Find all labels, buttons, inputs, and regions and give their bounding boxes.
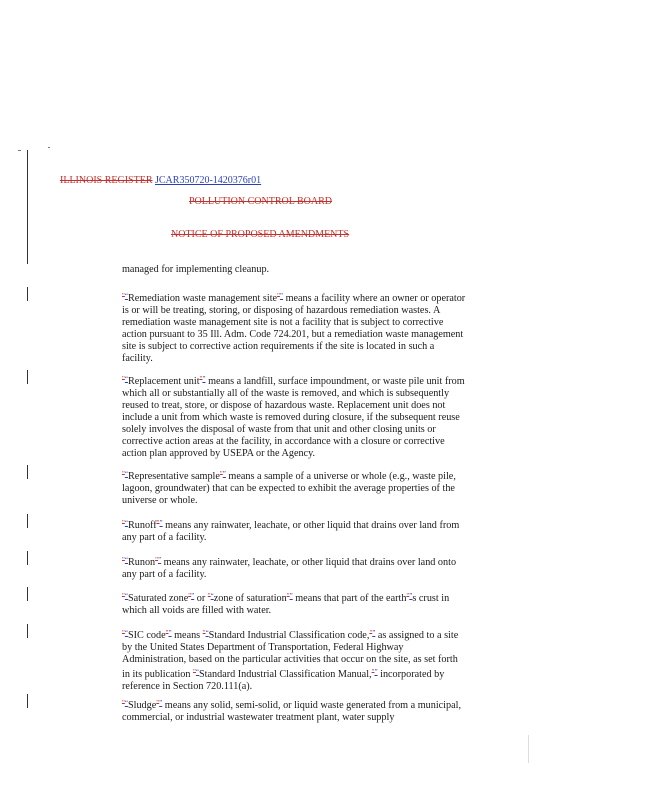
definition-replacement [122,373,467,460]
scan-speck [48,147,50,148]
new-quote-mark: “ [124,519,128,527]
new-quote-mark: ” [159,519,163,527]
new-quote-mark: ” [372,629,376,637]
definition-text: means any rainwater, leachate, or other liquid that drains over land onto any part of a facility. [122,557,457,580]
definition-text: means a sample of a universe or whole (e.g., waste pile, lagoon, groundwater) that can be expected to exhibit the average properties of the universe or whole. [122,471,456,506]
new-quote-mark: ” [222,470,226,478]
new-quote-mark: “ [124,556,128,564]
revision-bar [27,587,28,601]
term: Sludge [127,700,157,711]
new-quote-mark: “ [124,592,128,600]
old-quote-mark: " [122,375,125,383]
definition-sic-code [122,627,467,693]
old-quote-mark: " [122,519,125,527]
definition-text: means that part of the earth [292,593,407,604]
term: Replacement unit [127,376,200,387]
definition-text: incorporated by reference in Section 720.111(a). [122,669,445,692]
old-quote-mark: " [369,629,373,637]
definition-text: means a facility where an owner or operator is or will be treating, storing, or disposing of hazardous remediation wastes. A remediation waste management site is not a facility that is subject to corrective action pursuant to 35 Ill. Adm. Code 724.201, but a remediation waste management site is subject to corrective action requirements if the site is located in such a facility. [122,293,466,364]
definition-runon [122,554,467,581]
term: Runon [127,557,156,568]
new-quote-mark: ” [202,375,206,383]
old-quote-mark: " [371,668,375,676]
definition-text: means [171,630,203,641]
old-quote-mark: " [122,592,125,600]
definition-representative [122,468,467,507]
old-quote-mark: " [406,592,410,600]
new-quote-mark: ” [289,592,293,600]
old-quote-mark: " [155,556,158,564]
scan-speck [18,150,21,151]
new-quote-mark: “ [205,629,209,637]
old-quote-mark: " [122,629,125,637]
revision-bar [27,551,28,565]
definition-text: means any solid, semi-solid, or liquid waste generated from a municipal, commercial, or industrial wastewater treatment plant, water supply [122,700,462,723]
old-quote-mark: " [122,556,125,564]
old-quote-mark: " [122,292,125,300]
notice-heading: NOTICE OF PROPOSED AMENDMENTS [171,229,350,240]
new-quote-mark: “ [124,375,128,383]
term: SIC code [127,630,166,641]
revision-bar [27,150,28,264]
old-quote-mark: " [219,470,223,478]
register-header [60,175,261,186]
new-quote-mark: ” [168,629,172,637]
revision-bar [27,287,28,301]
term: Representative sample [127,471,220,482]
revision-bar [27,624,28,638]
new-quote-mark: “ [124,470,128,478]
old-quote-mark: " [122,470,125,478]
old-quote-mark: " [199,375,203,383]
new-quote-mark: “ [124,292,128,300]
new-quote-mark: “ [195,668,199,676]
new-quote-mark: ” [374,668,378,676]
new-quote-mark: ” [159,699,163,707]
new-quote-mark: ” [409,592,413,600]
definition-remediation [122,290,467,365]
old-quote-mark: " [122,699,125,707]
new-quote-mark: ” [191,592,195,600]
revision-bar [27,370,28,384]
new-quote-mark: “ [124,699,128,707]
term: zone of saturation [213,593,287,604]
definition-text: crust in which all voids are filled with water. [122,593,450,616]
new-quote-mark: ” [279,292,284,300]
old-quote-mark: " [207,592,211,600]
old-quote-mark: " [156,699,160,707]
scan-speck [528,735,529,763]
definition-saturated-zone [122,590,467,617]
revision-bar [27,465,28,479]
definition-text: s [412,593,417,604]
old-quote-mark: " [165,629,169,637]
term: Remediation waste management site [127,293,278,304]
revision-bar [27,514,28,528]
old-quote-mark: " [286,592,290,600]
new-quote-mark: ” [158,556,162,564]
board-heading: POLLUTION CONTROL BOARD [189,196,332,207]
lead-line: managed for implementing cleanup. [122,264,270,275]
term: Saturated zone [127,593,189,604]
definition-runoff [122,517,467,544]
new-quote-mark: “ [210,592,214,600]
definition-text: as assigned to a site by the United States Department of Transportation, Federal Highway Administration, based on the particular activities that occur on the site, as set forth in its publication [122,630,459,680]
term: Runoff [127,520,157,531]
old-quote-mark: " [156,519,160,527]
register-title: ILLINOIS REGISTER [60,175,153,186]
definition-text: means any rainwater, leachate, or other liquid that drains over land from any part of a facility. [122,520,460,543]
doc-id: JCAR350720-1420376r01 [155,175,262,186]
definition-text: means a landfill, surface impoundment, or waste pile unit from which all or substantially all of the waste is removed, and which is subsequently reused to treat, store, or dispose of hazardous waste. Replacement unit does not include a unit from which waste is removed during closure, if the subsequent reuse solely involves the disposal of waste from that unit and other closing units or corrective action areas at the facility, in accordance with a closure or corrective action plan approved by USEPA or the Agency. [122,376,465,459]
revision-bar [27,694,28,708]
old-quote-mark: " [188,592,192,600]
definition-sludge [122,697,467,724]
definition-text: Standard Industrial Classification Manual, [199,669,372,680]
definition-text: Standard Industrial Classification code, [208,630,370,641]
old-quote-mark: " [277,292,280,300]
new-quote-mark: “ [124,629,128,637]
old-quote-mark: " [193,668,196,676]
old-quote-mark: " [202,629,206,637]
connector: or [194,593,208,604]
